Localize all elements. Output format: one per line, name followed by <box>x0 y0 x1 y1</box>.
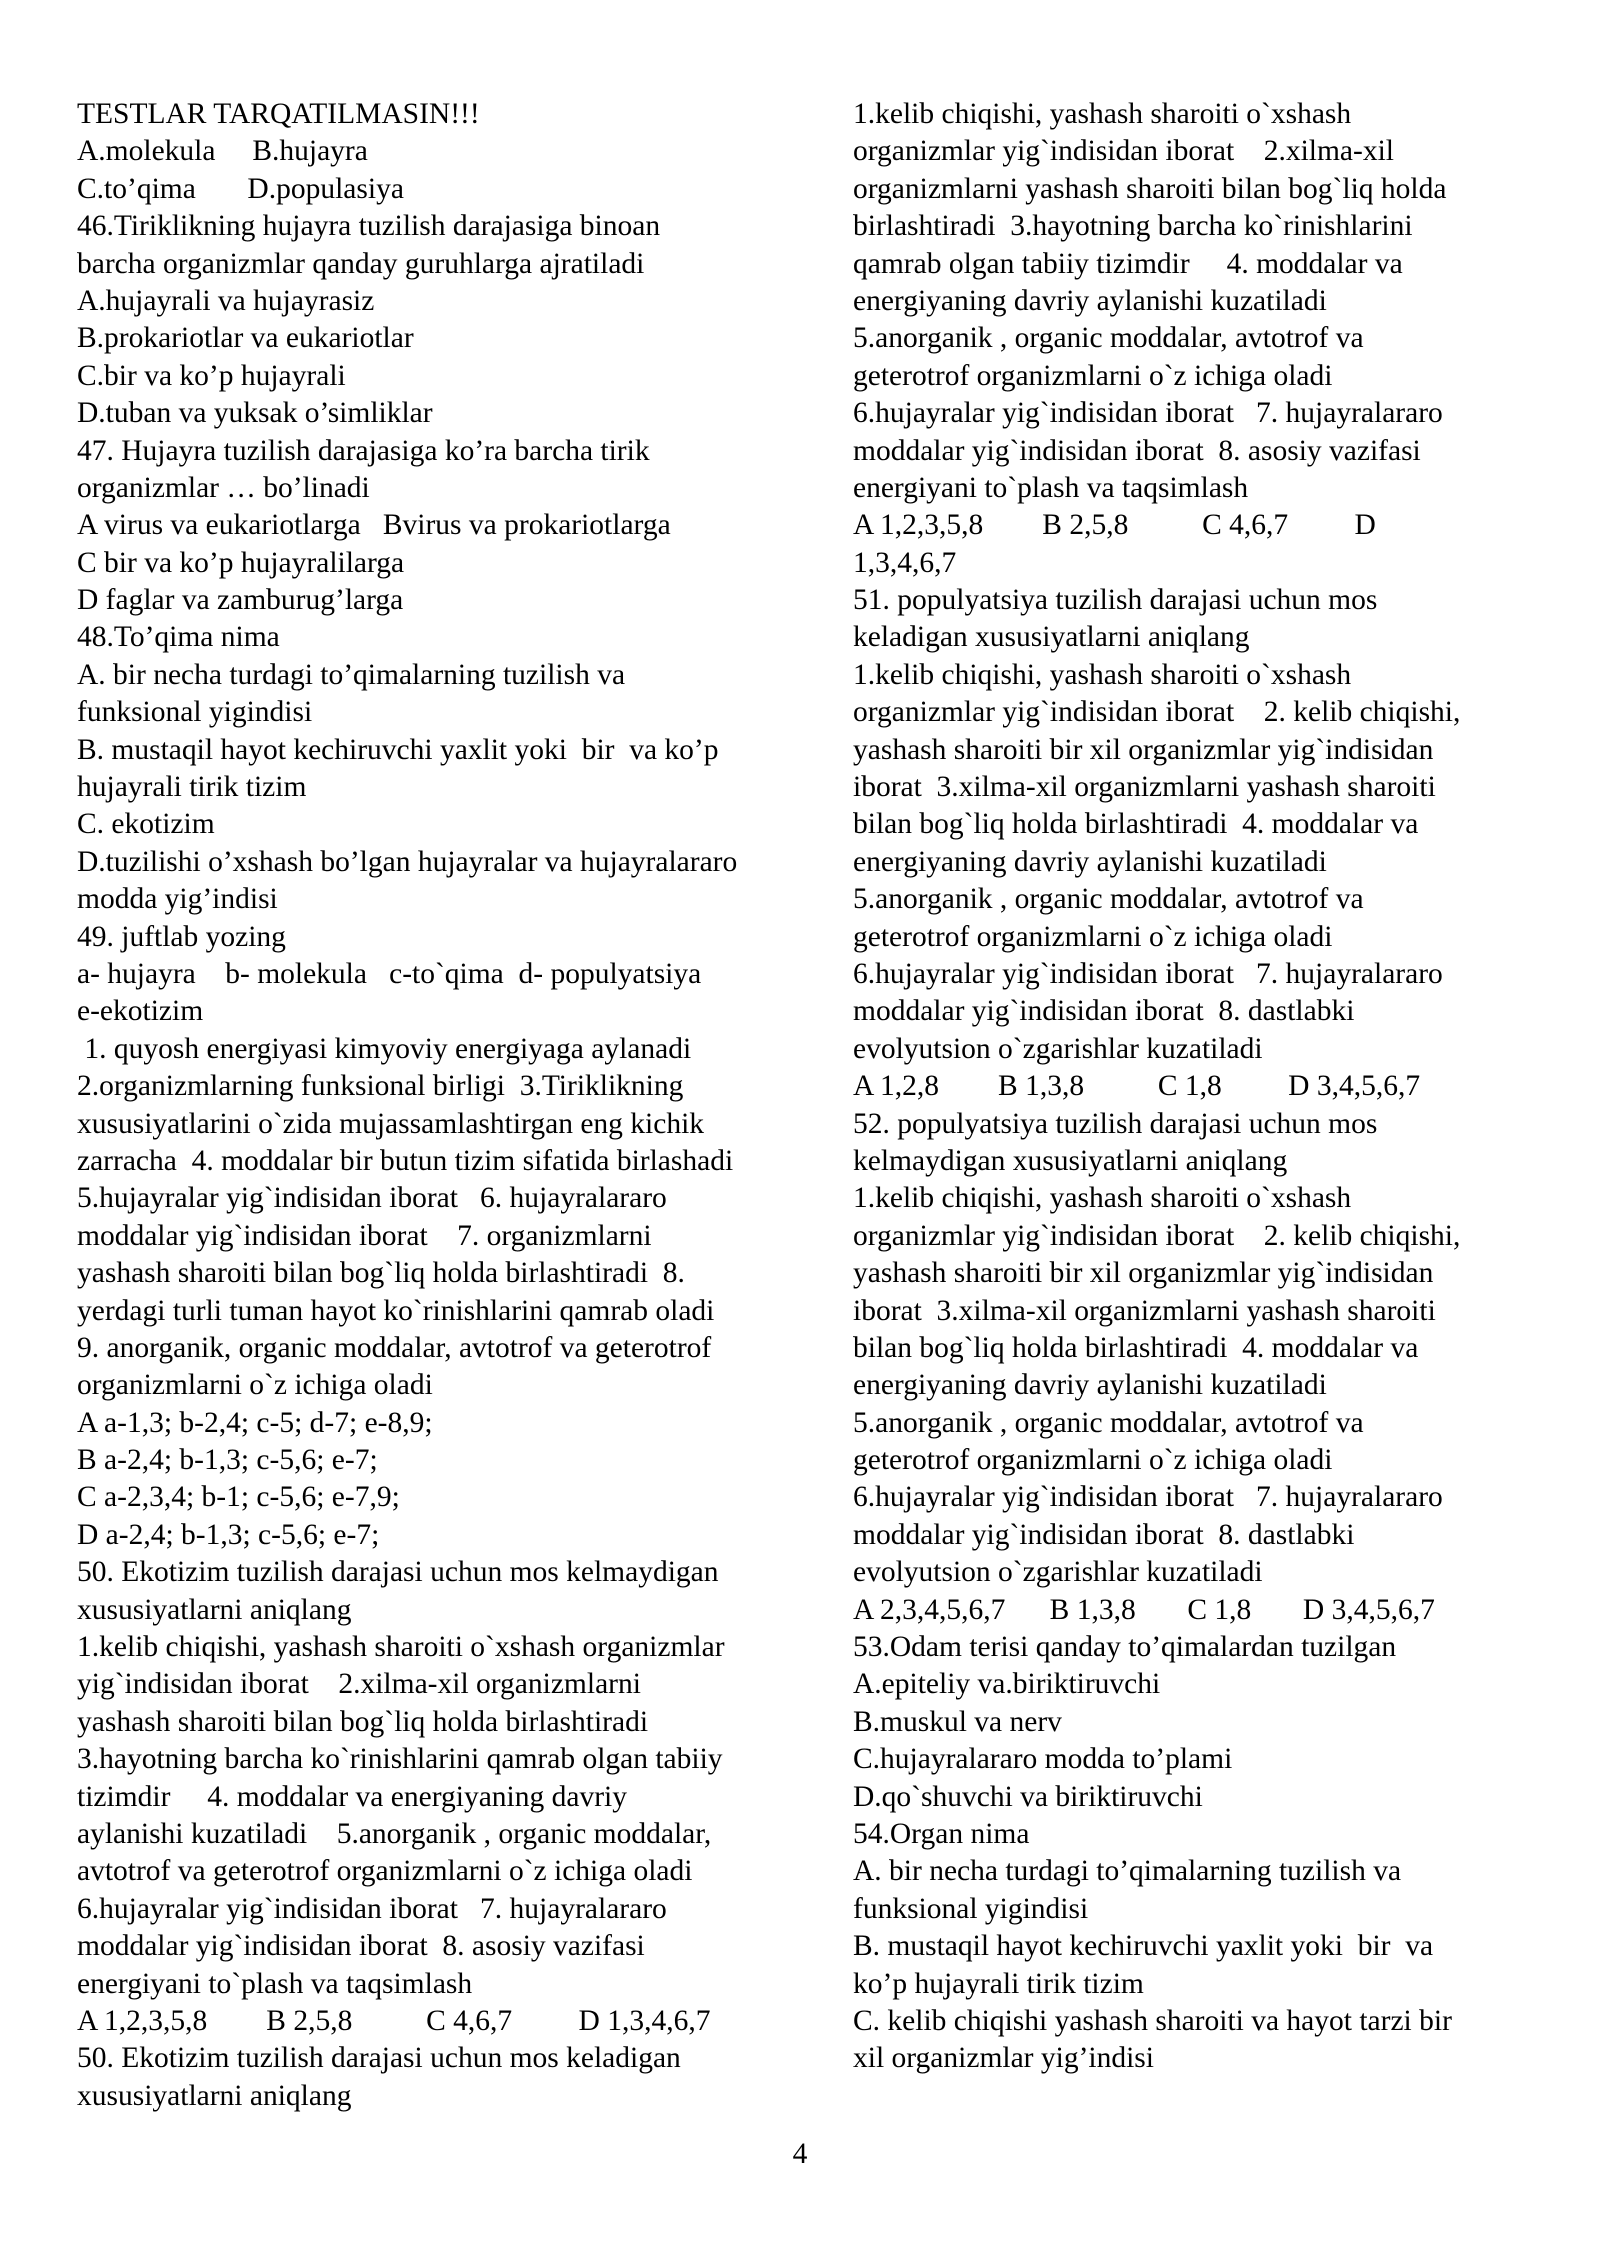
text-line: 50. Ekotizim tuzilish darajasi uchun mos keladigan <box>77 2042 681 2075</box>
text-line: modda yig’indisi <box>77 883 278 916</box>
text-line: A.molekula B.hujayra <box>77 135 368 168</box>
text-line: 46.Tiriklikning hujayra tuzilish darajasiga binoan <box>77 210 661 243</box>
text-line: energiyani to`plash va taqsimlash <box>853 471 1249 504</box>
text-line: hujayrali tirik tizim <box>77 771 307 804</box>
text-line: barcha organizmlar qanday guruhlarga ajratiladi <box>77 247 645 280</box>
text-line: yashash sharoiti bir xil organizmlar yig`indisidan <box>853 733 1434 766</box>
text-line: moddalar yig`indisidan iborat 8. asosiy vazifasi <box>77 1930 645 1963</box>
text-line: A 2,3,4,5,6,7 B 1,3,8 C 1,8 D 3,4,5,6,7 <box>853 1593 1435 1626</box>
text-line: 1.kelib chiqishi, yashash sharoiti o`xshash <box>853 658 1352 691</box>
text-line: xil organizmlar yig’indisi <box>853 2042 1154 2075</box>
text-line: A a-1,3; b-2,4; c-5; d-7; e-8,9; <box>77 1406 433 1439</box>
text-line: organizmlarni yashash sharoiti bilan bog`liq holda <box>853 172 1447 205</box>
text-line: bilan bog`liq holda birlashtiradi 4. moddalar va <box>853 1331 1419 1364</box>
text-line: e-ekotizim <box>77 995 204 1028</box>
text-line: a- hujayra b- molekula c-to`qima d- populyatsiya <box>77 957 702 990</box>
text-line: A. bir necha turdagi to’qimalarning tuzilish va <box>853 1855 1402 1888</box>
text-line: energiyani to`plash va taqsimlash <box>77 1967 473 2000</box>
text-line: 1. quyosh energiyasi kimyoviy energiyaga aylanadi <box>77 1032 692 1065</box>
text-line: ko’p hujayrali tirik tizim <box>853 1967 1144 2000</box>
text-line: 51. populyatsiya tuzilish darajasi uchun mos <box>853 584 1378 617</box>
text-line: C bir va ko’p hujayralilarga <box>77 546 405 579</box>
text-line: 1.kelib chiqishi, yashash sharoiti o`xshash <box>853 1182 1352 1215</box>
text-line: organizmlar yig`indisidan iborat 2.xilma-xil <box>853 135 1394 168</box>
text-line: evolyutsion o`zgarishlar kuzatiladi <box>853 1556 1263 1589</box>
text-line: 5.anorganik , organic moddalar, avtotrof va <box>853 883 1364 916</box>
text-line: evolyutsion o`zgarishlar kuzatiladi <box>853 1032 1263 1065</box>
text-line: energiyaning davriy aylanishi kuzatiladi <box>853 845 1327 878</box>
text-line: B.prokariotlar va eukariotlar <box>77 322 414 355</box>
text-line: organizmlar … bo’linadi <box>77 471 370 504</box>
text-line: A 1,2,3,5,8 B 2,5,8 C 4,6,7 D 1,3,4,6,7 <box>77 2004 711 2037</box>
text-line: A 1,2,3,5,8 B 2,5,8 C 4,6,7 D <box>853 509 1376 542</box>
text-line: organizmlar yig`indisidan iborat 2. kelib chiqishi, <box>853 696 1461 729</box>
text-line: C. kelib chiqishi yashash sharoiti va hayot tarzi bir <box>853 2004 1452 2037</box>
text-line: moddalar yig`indisidan iborat 8. asosiy vazifasi <box>853 434 1421 467</box>
left-column <box>77 96 817 2115</box>
text-line: A virus va eukariotlarga Bvirus va prokariotlarga <box>77 509 671 542</box>
text-line: 52. populyatsiya tuzilish darajasi uchun mos <box>853 1107 1378 1140</box>
text-line: B.muskul va nerv <box>853 1705 1062 1738</box>
text-line: 1.kelib chiqishi, yashash sharoiti o`xshash <box>853 98 1352 130</box>
text-line: 48.To’qima nima <box>77 621 280 654</box>
text-line: D.qo`shuvchi va biriktiruvchi <box>853 1780 1203 1813</box>
text-line: organizmlarni o`z ichiga oladi <box>77 1369 433 1402</box>
text-line: zarracha 4. moddalar bir butun tizim sifatida birlashadi <box>77 1144 734 1177</box>
text-line: C. ekotizim <box>77 808 215 841</box>
text-line: moddalar yig`indisidan iborat 8. dastlabki <box>853 1518 1355 1551</box>
text-line: 3.hayotning barcha ko`rinishlarini qamrab olgan tabiiy <box>77 1743 723 1776</box>
text-line: D faglar va zamburug’larga <box>77 584 404 617</box>
text-line: organizmlar yig`indisidan iborat 2. kelib chiqishi, <box>853 1219 1461 1252</box>
text-line: A.epiteliy va.biriktiruvchi <box>853 1668 1161 1701</box>
text-line: 6.hujayralar yig`indisidan iborat 7. hujayralararo <box>853 397 1443 430</box>
text-line: C.bir va ko’p hujayrali <box>77 359 346 392</box>
text-line: 5.anorganik , organic moddalar, avtotrof va <box>853 1406 1364 1439</box>
text-line: 49. juftlab yozing <box>77 920 286 953</box>
text-line: iborat 3.xilma-xil organizmlarni yashash sharoiti <box>853 771 1436 804</box>
text-line: geterotrof organizmlarni o`z ichiga oladi <box>853 359 1333 392</box>
text-line: 1,3,4,6,7 <box>853 546 957 579</box>
text-line: qamrab olgan tabiiy tizimdir 4. moddalar va <box>853 247 1403 280</box>
text-line: geterotrof organizmlarni o`z ichiga oladi <box>853 1444 1333 1477</box>
text-line: geterotrof organizmlarni o`z ichiga oladi <box>853 920 1333 953</box>
text-line: moddalar yig`indisidan iborat 8. dastlabki <box>853 995 1355 1028</box>
text-line: C.hujayralararo modda to’plami <box>853 1743 1233 1776</box>
text-line: 6.hujayralar yig`indisidan iborat 7. hujayralararo <box>853 957 1443 990</box>
text-line: 6.hujayralar yig`indisidan iborat 7. hujayralararo <box>853 1481 1443 1514</box>
text-line: B a-2,4; b-1,3; c-5,6; e-7; <box>77 1444 378 1477</box>
text-line: aylanishi kuzatiladi 5.anorganik , organic moddalar, <box>77 1817 712 1850</box>
text-line: C.to’qima D.populasiya <box>77 172 404 205</box>
text-line: kelmaydigan xususiyatlarni aniqlang <box>853 1144 1288 1177</box>
text-line: xususiyatlarni aniqlang <box>77 1593 352 1626</box>
right-column <box>853 96 1543 2078</box>
text-line: moddalar yig`indisidan iborat 7. organizmlarni <box>77 1219 652 1252</box>
text-line: C a-2,3,4; b-1; c-5,6; e-7,9; <box>77 1481 400 1514</box>
text-line: bilan bog`liq holda birlashtiradi 4. moddalar va <box>853 808 1419 841</box>
text-line: xususiyatlarni aniqlang <box>77 2079 352 2112</box>
text-line: funksional yigindisi <box>77 696 313 729</box>
text-line: 50. Ekotizim tuzilish darajasi uchun mos kelmaydigan <box>77 1556 719 1589</box>
text-line: energiyaning davriy aylanishi kuzatiladi <box>853 1369 1327 1402</box>
text-line: tizimdir 4. moddalar va energiyaning davriy <box>77 1780 627 1813</box>
text-line: D a-2,4; b-1,3; c-5,6; e-7; <box>77 1518 380 1551</box>
text-line: xususiyatlarini o`zida mujassamlashtirgan eng kichik <box>77 1107 705 1140</box>
text-line: funksional yigindisi <box>853 1892 1089 1925</box>
text-line: B. mustaqil hayot kechiruvchi yaxlit yoki bir va <box>853 1930 1434 1963</box>
text-line: A. bir necha turdagi to’qimalarning tuzilish va <box>77 658 626 691</box>
text-line: energiyaning davriy aylanishi kuzatiladi <box>853 284 1327 317</box>
text-line: yerdagi turli tuman hayot ko`rinishlarini qamrab oladi <box>77 1294 715 1327</box>
text-line: yig`indisidan iborat 2.xilma-xil organizmlarni <box>77 1668 641 1701</box>
text-line: yashash sharoiti bilan bog`liq holda birlashtiradi 8. <box>77 1257 685 1290</box>
text-line: D.tuban va yuksak o’simliklar <box>77 397 433 430</box>
text-line: yashash sharoiti bilan bog`liq holda birlashtiradi <box>77 1705 649 1738</box>
text-line: TESTLAR TARQATILMASIN!!! <box>77 98 480 130</box>
text-line: 53.Odam terisi qanday to’qimalardan tuzilgan <box>853 1631 1397 1664</box>
text-line: 54.Organ nima <box>853 1817 1030 1850</box>
text-line: 5.hujayralar yig`indisidan iborat 6. hujayralararo <box>77 1182 667 1215</box>
text-line: 47. Hujayra tuzilish darajasiga ko’ra barcha tirik <box>77 434 650 467</box>
text-line: 2.organizmlarning funksional birligi 3.Tiriklikning <box>77 1070 684 1103</box>
text-line: B. mustaqil hayot kechiruvchi yaxlit yoki bir va ko’p <box>77 733 719 766</box>
text-line: 5.anorganik , organic moddalar, avtotrof va <box>853 322 1364 355</box>
text-line: avtotrof va geterotrof organizmlarni o`z ichiga oladi <box>77 1855 693 1888</box>
text-line: keladigan xususiyatlarni aniqlang <box>853 621 1250 654</box>
text-line: A 1,2,8 B 1,3,8 C 1,8 D 3,4,5,6,7 <box>853 1070 1421 1103</box>
text-line: A.hujayrali va hujayrasiz <box>77 284 375 317</box>
text-line: 9. anorganik, organic moddalar, avtotrof va geterotrof <box>77 1331 712 1364</box>
text-line: iborat 3.xilma-xil organizmlarni yashash sharoiti <box>853 1294 1436 1327</box>
text-line: 1.kelib chiqishi, yashash sharoiti o`xshash organizmlar <box>77 1631 725 1664</box>
page-number: 4 <box>792 2138 808 2170</box>
text-line: 6.hujayralar yig`indisidan iborat 7. hujayralararo <box>77 1892 667 1925</box>
text-line: D.tuzilishi o’xshash bo’lgan hujayralar va hujayralararo <box>77 845 738 878</box>
text-line: birlashtiradi 3.hayotning barcha ko`rinishlarini <box>853 210 1413 243</box>
text-line: yashash sharoiti bir xil organizmlar yig`indisidan <box>853 1257 1434 1290</box>
